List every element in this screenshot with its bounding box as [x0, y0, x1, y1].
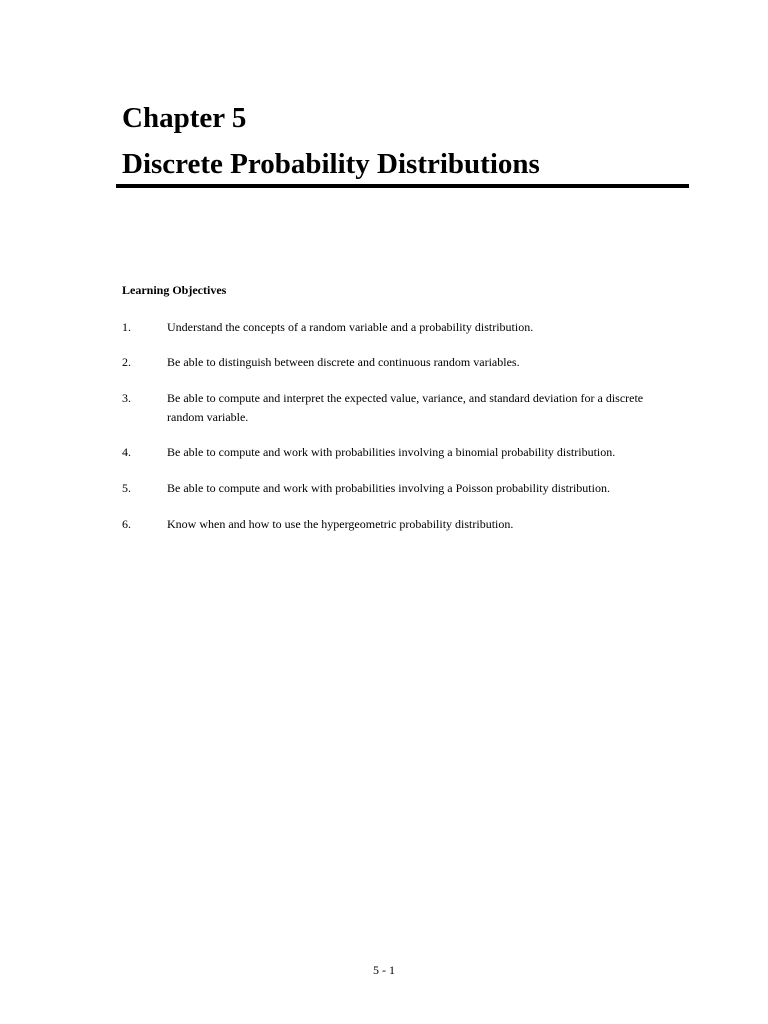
objective-number: 3.: [122, 391, 131, 405]
chapter-title: Discrete Probability Distributions: [122, 148, 540, 180]
objective-text: Be able to compute and work with probabilities involving a binomial probability distribution.: [167, 445, 616, 459]
objective-text: Be able to compute and interpret the expected value, variance, and standard deviation for a discrete random variable.: [167, 391, 644, 424]
objective-number: 2.: [122, 355, 131, 369]
objective-text: Be able to distinguish between discrete and continuous random variables.: [167, 355, 520, 369]
objective-text: Be able to compute and work with probabilities involving a Poisson probability distribution.: [167, 481, 610, 495]
objective-text: Know when and how to use the hypergeometric probability distribution.: [167, 517, 514, 531]
objective-number: 6.: [122, 517, 131, 531]
objective-number: 4.: [122, 445, 131, 459]
page-number: 5 - 1: [373, 963, 395, 977]
objective-text: Understand the concepts of a random variable and a probability distribution.: [167, 320, 534, 334]
title-underline-rule: [116, 184, 689, 188]
objective-item: [122, 443, 682, 462]
objective-item: [122, 479, 682, 498]
objective-item: [122, 318, 682, 337]
objective-item: [122, 389, 682, 427]
objective-item: [122, 515, 682, 534]
learning-objectives-heading: Learning Objectives: [122, 283, 227, 297]
objective-number: 1.: [122, 320, 131, 334]
chapter-number: Chapter 5: [122, 102, 247, 134]
objective-number: 5.: [122, 481, 131, 495]
objective-item: [122, 353, 682, 372]
